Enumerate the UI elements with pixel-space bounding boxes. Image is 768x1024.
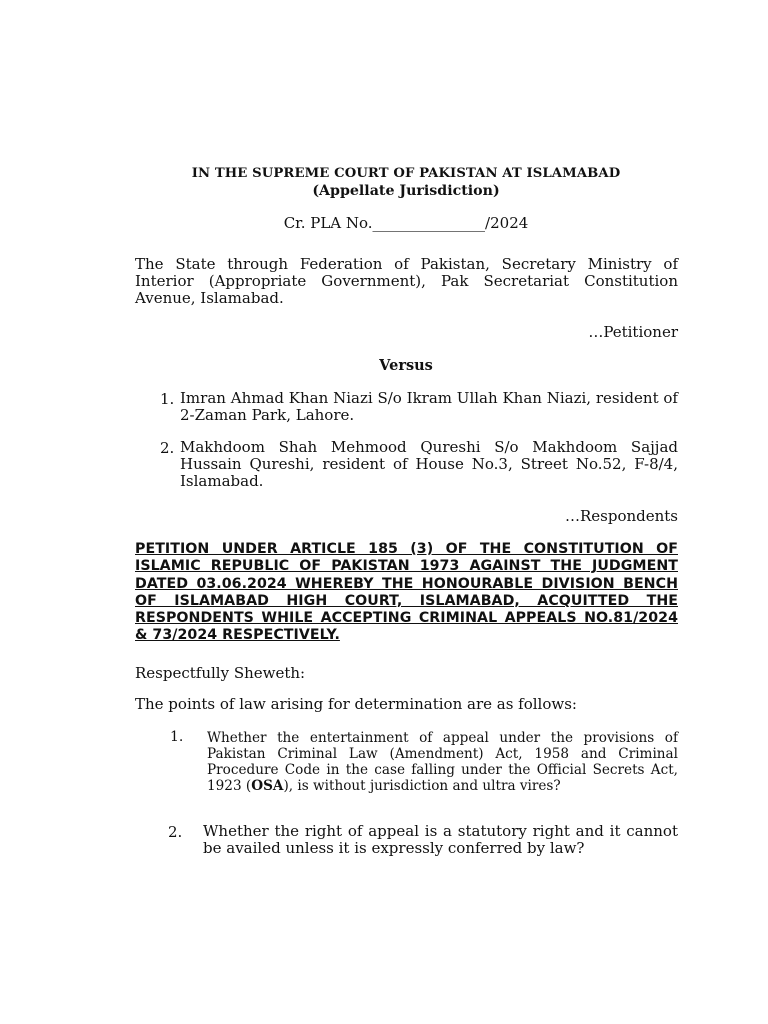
- jurisdiction-subtitle: (Appellate Jurisdiction): [312, 183, 500, 199]
- petitioner-role: …Petitioner: [588, 323, 678, 341]
- respondent-number: 1.: [160, 390, 175, 408]
- petition-heading: PETITION UNDER ARTICLE 185 (3) OF THE CONSTITUTION OF ISLAMIC REPUBLIC OF PAKISTAN 1973 AGAINST THE JUDGMENT DATED 03.06.2024 WHEREBY THE HONOURABLE DIVISION BENCH OF ISLAMABAD HIGH COURT, ISLAMABAD, ACQUITTED THE RESPONDENTS WHILE ACCEPTING CRIMINAL APPEALS NO.81/2024 & 73/2024 RESPECTIVELY.: [135, 541, 678, 644]
- respondent-number: 2.: [160, 439, 175, 457]
- points-intro: The points of law arising for determination are as follows:: [135, 695, 577, 713]
- point-item: [207, 730, 678, 794]
- respondent-item: Imran Ahmad Khan Niazi S/o Ikram Ullah Khan Niazi, resident of 2-Zaman Park, Lahore.: [180, 389, 678, 424]
- versus-label: Versus: [379, 357, 433, 374]
- salutation: Respectfully Sheweth:: [135, 664, 306, 682]
- petitioner-description: The State through Federation of Pakistan, Secretary Ministry of Interior (Appropriate Government), Pak Secretariat Constitution Avenue, Islamabad.: [135, 255, 678, 307]
- case-number: Cr. PLA No._______________/2024: [283, 214, 529, 232]
- point-text: ), is without jurisdiction and ultra vires?: [283, 778, 561, 794]
- respondent-item: Makhdoom Shah Mehmood Qureshi S/o Makhdoom Sajjad Hussain Qureshi, resident of House No.3, Street No.52, F-8/4, Islamabad.: [180, 438, 678, 490]
- point-item: Whether the right of appeal is a statutory right and it cannot be availed unless it is expressly conferred by law?: [203, 822, 678, 857]
- point-number: 1.: [170, 729, 184, 745]
- point-bold-term: OSA: [251, 778, 284, 794]
- point-text: Whether the entertainment of appeal under the provisions of Pakistan Criminal Law (Amendment) Act, 1958 and Criminal Procedure Code in the case falling under the Official Secrets Act, 1923 (: [207, 730, 678, 794]
- point-number: 2.: [168, 823, 183, 841]
- respondents-role: …Respondents: [564, 507, 678, 525]
- court-title: IN THE SUPREME COURT OF PAKISTAN AT ISLAMABAD: [191, 166, 621, 181]
